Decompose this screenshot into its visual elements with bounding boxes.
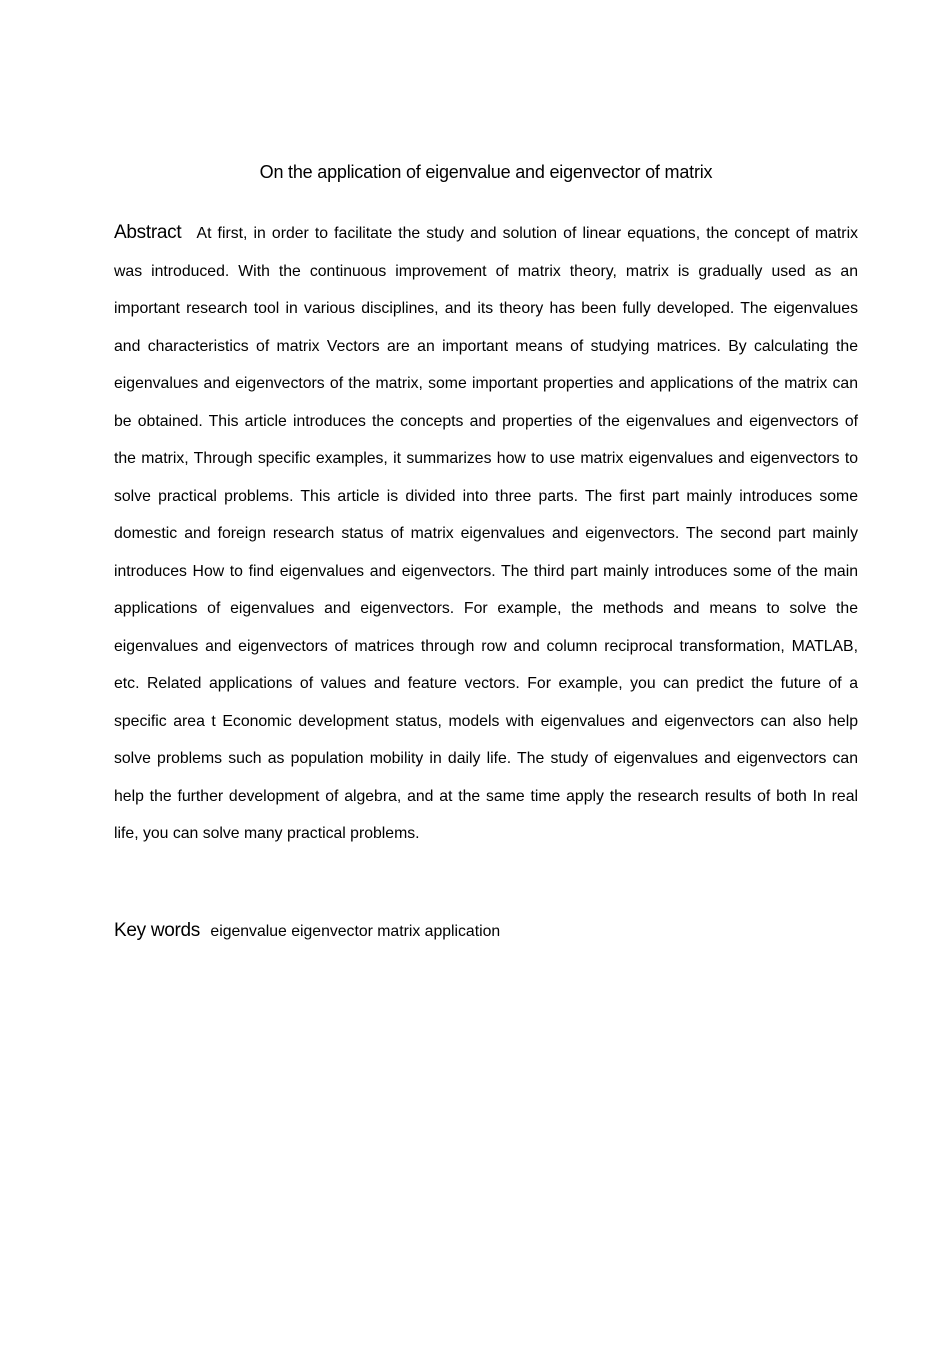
abstract-paragraph: [114, 214, 858, 853]
keywords-text: eigenvalue eigenvector matrix application: [210, 923, 501, 940]
abstract-text: At first, in order to facilitate the study and solution of linear equations, the concept of matrix was introduced. With the continuous improvement of matrix theory, matrix is gradually used as an important research tool in various disciplines, and its theory has been fully developed. The eigenvalues and characteristics of matrix Vectors are an important means of studying matrices. By calculating the eigenvalues and eigenvectors of the matrix, some important properties and applications of the matrix can be obtained. This article introduces the concepts and properties of the eigenvalues and eigenvectors of the matrix, Through specific examples, it summarizes how to use matrix eigenvalues and eigenvectors to solve practical problems. This article is divided into three parts. The first part mainly introduces some domestic and foreign research status of matrix eigenvalues and eigenvectors. The second part mainly introduces How to find eigenvalues and eigenvectors. The third part mainly introduces some of the main applications of eigenvalues and eigenvectors. For example, the methods and means to solve the eigenvalues and eigenvectors of matrices through row and column reciprocal transformation, MATLAB, etc. Related applications of values and feature vectors. For example, you can predict the future of a specific area t Economic development status, models with eigenvalues and eigenvectors can also help solve problems such as population mobility in daily life. The study of eigenvalues and eigenvectors can help the further development of algebra, and at the same time apply the research results of both In real life, you can solve many practical problems.: [114, 225, 858, 842]
keywords-line: [114, 912, 858, 950]
keywords-heading: Key words: [114, 920, 201, 941]
abstract-heading: Abstract: [114, 222, 182, 243]
paper-title: On the application of eigenvalue and eigenvector of matrix: [259, 162, 713, 182]
